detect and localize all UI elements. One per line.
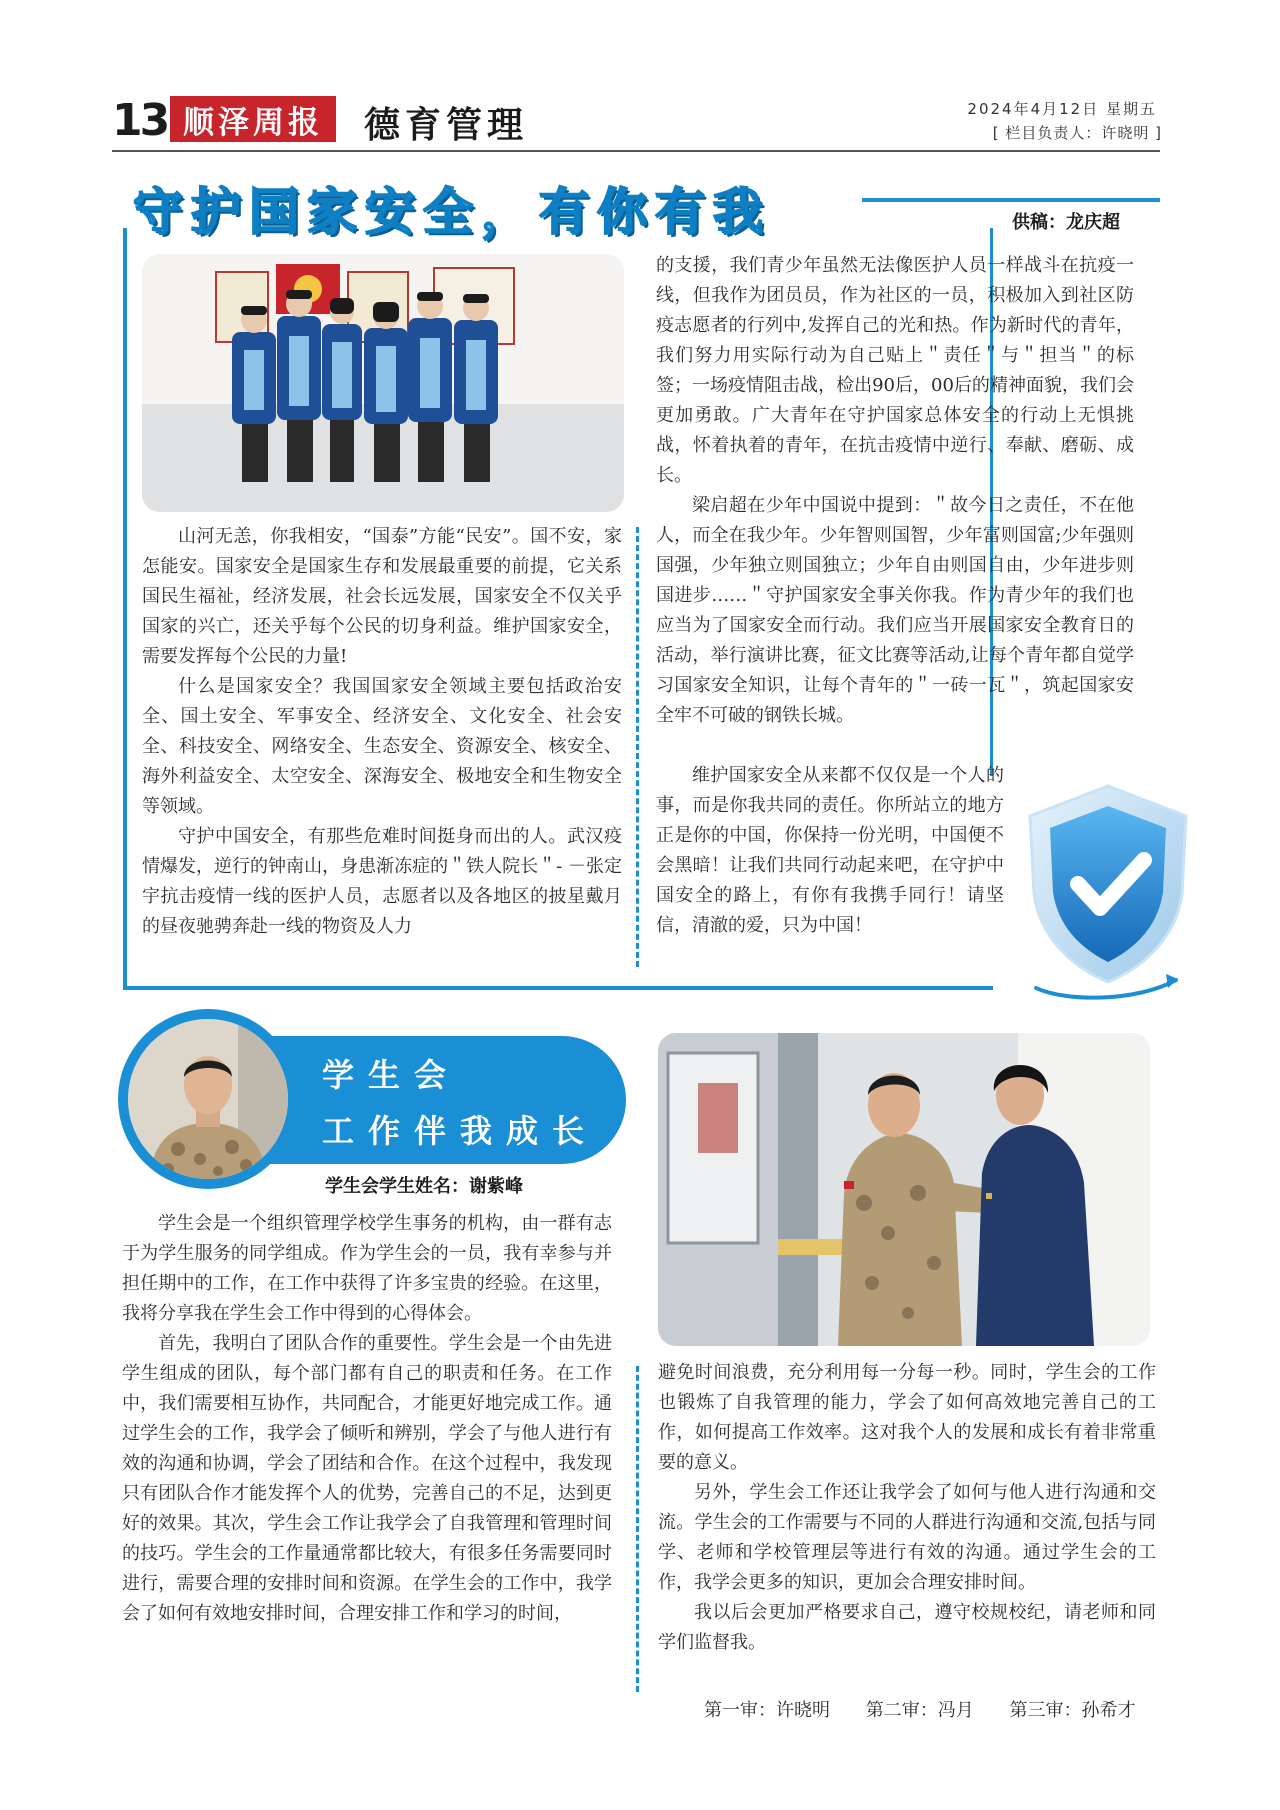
third-reviewer: 第三审：孙希才 bbox=[1009, 1700, 1136, 1721]
student-portrait bbox=[128, 1019, 288, 1179]
issue-date: 2024年4月12日 星期五 bbox=[967, 100, 1157, 118]
group-photo bbox=[142, 254, 624, 512]
paragraph: 山河无恙，你我相安，“国泰”方能“民安”。国不安，家怎能安。国家安全是国家生存和发展最重要的前提，它关系国民生福祉，经济发展，社会长远发展，国家安全不仅关乎国家的兴亡，还关乎每个公民的切身利益。维护国家安全，需要发挥每个公民的力量! bbox=[142, 526, 622, 667]
shield-illustration bbox=[1026, 776, 1198, 1006]
column-divider bbox=[636, 1366, 639, 1692]
paragraph: 守护中国安全，有那些危难时间挺身而出的人。武汉疫情爆发，逆行的钟南山，身患渐冻症的＂铁人院长＂- －张定宇抗击疫情一线的医护人员，志愿者以及各地区的披星戴月的昼夜驰骋奔赴一线的物资及人力 bbox=[142, 826, 622, 937]
badge-photo bbox=[658, 1033, 1150, 1346]
frame-border-bottom bbox=[123, 986, 993, 990]
newspaper-logo: 顺泽周报 bbox=[170, 96, 336, 142]
article2-title-line2: 工作伴我成长 bbox=[322, 1112, 599, 1150]
frame-border-left bbox=[123, 228, 127, 990]
shield-check-icon bbox=[1026, 776, 1198, 1006]
article2-column-right bbox=[658, 1358, 1156, 1658]
column-divider bbox=[636, 527, 639, 967]
paragraph: 我以后会更加严格要求自己，遵守校规校纪，请老师和同学们监督我。 bbox=[658, 1602, 1156, 1653]
paragraph: 维护国家安全从来都不仅仅是一个人的事，而是你我共同的责任。你所站立的地方正是你的中国，你保持一份光明，中国便不会黑暗！让我们共同行动起来吧，在守护中国安全的路上，有你有我携手同行！请坚信，清澈的爱，只为中国！ bbox=[656, 765, 1004, 936]
headline-rule bbox=[862, 198, 1160, 202]
paragraph-continued: 避免时间浪费，充分利用每一分每一秒。同时，学生会的工作也锻炼了自我管理的能力，学会了如何高效地完善自己的工作，如何提高工作效率。这对我个人的发展和成长有着非常重要的意义。 bbox=[658, 1362, 1156, 1473]
student-name: 学生会学生姓名：谢紫峰 bbox=[325, 1176, 523, 1197]
article1-column-right bbox=[656, 251, 1134, 731]
column-editor: [ 栏目负责人：许晓明 ] bbox=[992, 124, 1162, 142]
article-headline: 守护国家安全，有你有我 bbox=[133, 183, 771, 241]
article1-column-closing bbox=[656, 761, 1004, 941]
article1-column-left bbox=[142, 522, 622, 942]
paragraph: 另外，学生会工作还让我学会了如何与他人进行沟通和交流。学生会的工作需要与不同的人群进行沟通和交流,包括与同学、老师和学校管理层等进行有效的沟通。通过学生会的工作，我学会更多的知识，更加会合理安排时间。 bbox=[658, 1482, 1156, 1593]
header-divider bbox=[112, 150, 1160, 152]
article2-column-left bbox=[122, 1209, 612, 1629]
section-title: 德育管理 bbox=[364, 105, 529, 146]
second-reviewer: 第二审：冯月 bbox=[865, 1700, 974, 1721]
review-credits bbox=[704, 1696, 1165, 1722]
badge-photo-illustration bbox=[658, 1033, 1150, 1346]
paragraph: 梁启超在少年中国说中提到：＂故今日之责任，不在他人，而全在我少年。少年智则国智，少年富则国富;少年强则国强，少年独立则国独立；少年自由则国自由，少年进步则国进步……＂守护国家安全事关你我。作为青少年的我们也应当为了国家安全而行动。我们应当开展国家安全教育日的活动，举行演讲比赛，征文比赛等活动,让每个青年都自觉学习国家安全知识，让每个青年的＂一砖一瓦＂，筑起国家安全牢不可破的钢铁长城。 bbox=[656, 495, 1134, 726]
page-number: 13 bbox=[112, 95, 168, 146]
first-reviewer: 第一审：许晓明 bbox=[704, 1700, 830, 1721]
paragraph: 首先，我明白了团队合作的重要性。学生会是一个由先进学生组成的团队，每个部门都有自己的职责和任务。在工作中，我们需要相互协作，共同配合，才能更好地完成工作。通过学生会的工作，我学会了倾听和辨别，学会了与他人进行有效的沟通和协调，学会了团结和合作。在这个过程中，我发现只有团队合作才能发挥个人的优势，完善自己的不足，达到更好的效果。其次，学生会工作让我学会了自我管理和管理时间的技巧。学生会的工作量通常都比较大，有很多任务需要同时进行，需要合理的安排时间和资源。在学生会的工作中，我学会了如何有效地安排时间，合理安排工作和学习的时间， bbox=[122, 1333, 612, 1624]
group-photo-illustration bbox=[142, 254, 624, 512]
student-portrait-illustration bbox=[128, 1019, 288, 1179]
paragraph: 学生会是一个组织管理学校学生事务的机构，由一群有志于为学生服务的同学组成。作为学生会的一员，我有幸参与并担任期中的工作，在工作中获得了许多宝贵的经验。在这里，我将分享我在学生会工作中得到的心得体会。 bbox=[122, 1213, 612, 1324]
paragraph-continued: 的支援，我们青少年虽然无法像医护人员一样战斗在抗疫一线，但我作为团员员，作为社区的一员，积极加入到社区防疫志愿者的行列中,发挥自己的光和热。作为新时代的青年，我们努力用实际行动为自己贴上＂责任＂与＂担当＂的标签；一场疫情阻击战，检出90后，00后的精神面貌，我们会更加勇敢。广大青年在守护国家总体安全的行动上无惧挑战，怀着执着的青年，在抗击疫情中逆行、奉献、磨砺、成长。 bbox=[656, 255, 1134, 486]
article2-title-line1: 学生会 bbox=[322, 1056, 461, 1094]
article-byline: 供稿：龙庆超 bbox=[1012, 212, 1120, 233]
paragraph: 什么是国家安全？我国国家安全领域主要包括政治安全、国土安全、军事安全、经济安全、文化安全、社会安全、科技安全、网络安全、生态安全、资源安全、核安全、海外利益安全、太空安全、深海安全、极地安全和生物安全等领域。 bbox=[142, 676, 622, 817]
